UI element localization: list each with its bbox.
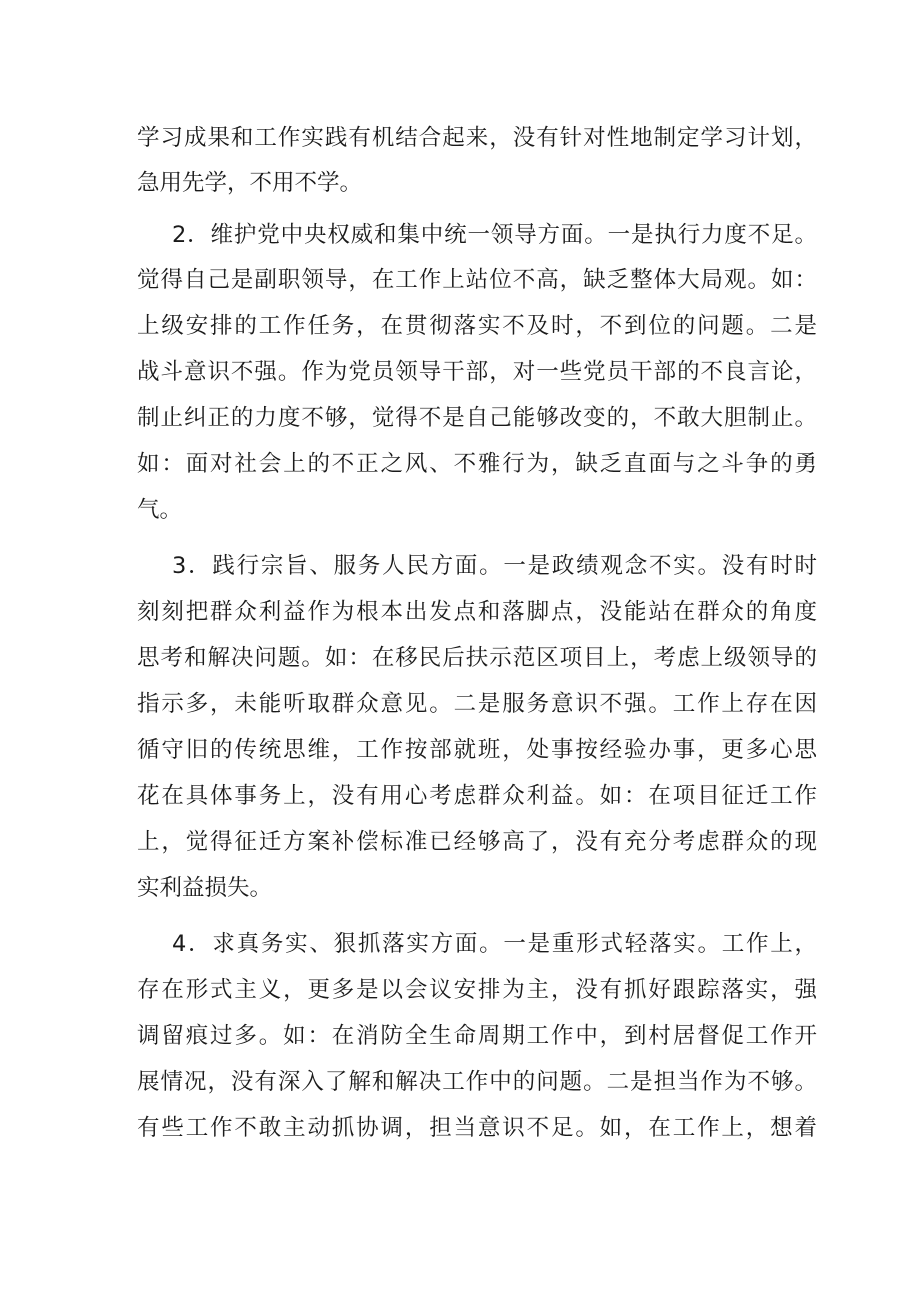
text-line: 学习成果和工作实践有机结合起来，没有针对性地制定学习计划， [137, 125, 817, 151]
text-line: 思考和解决问题。如：在移民后扶示范区项目上，考虑上级领导的 [137, 645, 817, 671]
text-line: 气。 [137, 497, 183, 523]
text-line: 战斗意识不强。作为党员领导干部，对一些党员干部的不良言论， [137, 359, 817, 385]
text-line: 调留痕过多。如：在消防全生命周期工作中，到村居督促工作开 [137, 1023, 817, 1049]
text-line: 上，觉得征迁方案补偿标准已经够高了，没有充分考虑群众的现 [137, 829, 817, 855]
text-line: 存在形式主义，更多是以会议安排为主，没有抓好跟踪落实，强 [137, 977, 817, 1003]
text-line: 循守旧的传统思维，工作按部就班，处事按经验办事，更多心思 [137, 737, 817, 763]
text-line: 刻刻把群众利益作为根本出发点和落脚点，没能站在群众的角度 [137, 599, 817, 625]
text-line: 上级安排的工作任务，在贯彻落实不及时，不到位的问题。二是 [137, 313, 817, 339]
paragraph-heading-line: 4．求真务实、狠抓落实方面。一是重形式轻落实。工作上， [172, 931, 817, 957]
text-line: 展情况，没有深入了解和解决工作中的问题。二是担当作为不够。 [137, 1069, 817, 1095]
text-line: 有些工作不敢主动抓协调，担当意识不足。如，在工作上，想着 [137, 1115, 817, 1141]
text-line: 实利益损失。 [137, 875, 273, 901]
text-line: 制止纠正的力度不够，觉得不是自己能够改变的，不敢大胆制止。 [137, 405, 817, 431]
paragraph-heading-line: 3．践行宗旨、服务人民方面。一是政绩观念不实。没有时时 [172, 553, 817, 579]
text-line: 急用先学，不用不学。 [137, 170, 363, 196]
text-line: 觉得自己是副职领导，在工作上站位不高，缺乏整体大局观。如： [137, 267, 817, 293]
text-line: 指示多，未能听取群众意见。二是服务意识不强。工作上存在因 [137, 691, 817, 717]
text-line: 如：面对社会上的不正之风、不雅行为，缺乏直面与之斗争的勇 [137, 451, 817, 477]
paragraph-heading-line: 2．维护党中央权威和集中统一领导方面。一是执行力度不足。 [172, 222, 817, 248]
text-line: 花在具体事务上，没有用心考虑群众利益。如：在项目征迁工作 [137, 783, 817, 809]
